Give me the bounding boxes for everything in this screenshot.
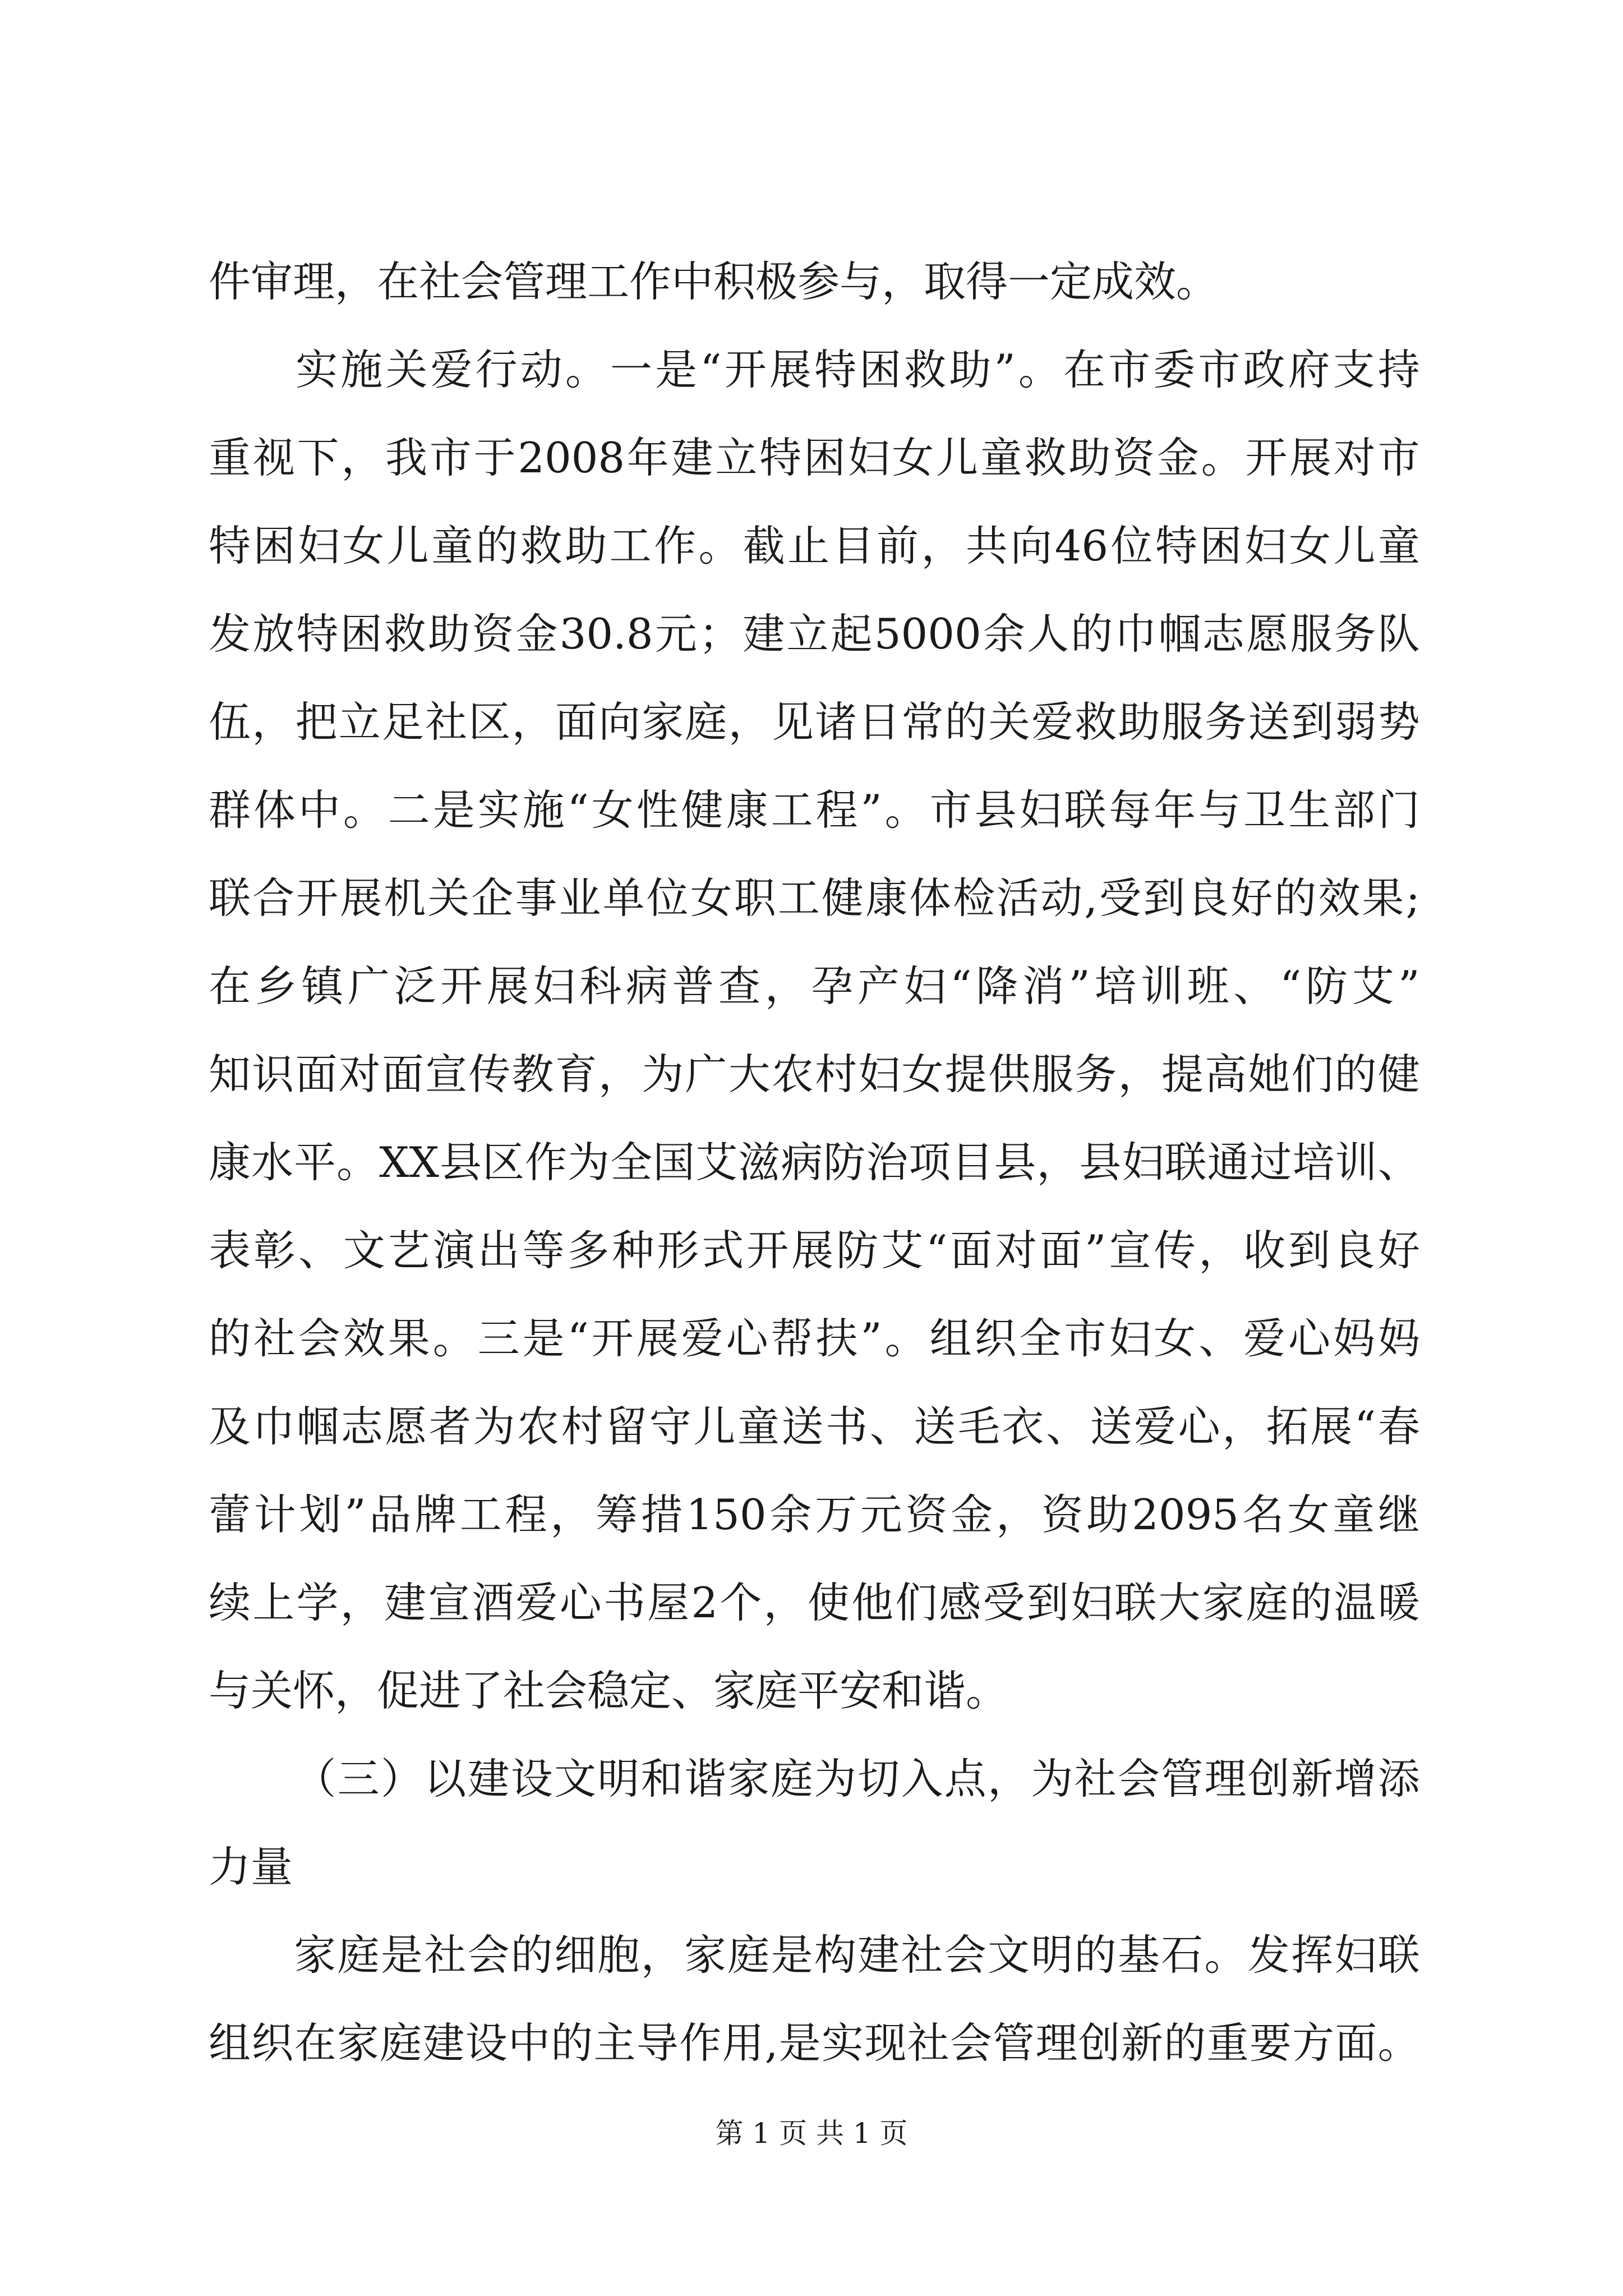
section-heading-line: （ 三 ） 以 建 设 文 明 和 谐 家 庭 为 切 入 点 ， 为 社 会 管 理 创 新 增 添 xyxy=(294,1754,1420,1803)
text-line: 表 彰 、 文 艺 演 出 等 多 种 形 式 开 展 防 艾 “ 面 对 面 ” 宣 传 ， 收 到 良 好 xyxy=(209,1226,1420,1275)
text-line: 联 合 开 展 机 关 企 事 业 单 位 女 职 工 健 康 体 检 活 动 , 受 到 良 好 的 效 果 ; xyxy=(209,873,1420,923)
text-line: 实 施 关 爱 行 动 。 一 是 “ 开 展 特 困 救 助 ” 。 在 市 委 市 政 府 支 持 xyxy=(296,345,1420,394)
text-line: 在 乡 镇 广 泛 开 展 妇 科 病 普 查 ， 孕 产 妇 “ 降 消 ” 培 训 班 、 “ 防 艾 ” xyxy=(209,961,1420,1011)
text-line: 重 视 下 ， 我 市 于 2008 年 建 立 特 困 妇 女 儿 童 救 助 资 金 。 开 展 对 市 xyxy=(209,433,1420,482)
text-line: 续 上 学 ， 建 宣 酒 爱 心 书 屋 2 个 ， 使 他 们 感 受 到 妇 联 大 家 庭 的 温 暖 xyxy=(209,1578,1420,1627)
page-footer: 第 1 页 共 1 页 xyxy=(715,2117,908,2150)
text-line: 发 放 特 困 救 助 资 金 30.8 元 ； 建 立 起 5000 余 人 的 巾 帼 志 愿 服 务 队 xyxy=(209,609,1420,659)
text-line: 伍 ， 把 立 足 社 区 ， 面 向 家 庭 ， 见 诸 日 常 的 关 爱 救 助 服 务 送 到 弱 势 xyxy=(209,697,1420,747)
text-line: 知 识 面 对 面 宣 传 教 育 ， 为 广 大 农 村 妇 女 提 供 服 务 ， 提 高 她 们 的 健 xyxy=(209,1050,1420,1099)
text-line: 家 庭 是 社 会 的 细 胞 ， 家 庭 是 构 建 社 会 文 明 的 基 石 。 发 挥 妇 联 xyxy=(294,1930,1420,1980)
section-heading-line: 力量 xyxy=(209,1842,293,1892)
text-line: 组 织 在 家 庭 建 设 中 的 主 导 作 用 , 是 实 现 社 会 管 理 创 新 的 重 要 方 面 。 xyxy=(209,2018,1420,2068)
text-line: 与关怀，促进了社会稳定、家庭平安和谐。 xyxy=(209,1666,1008,1715)
text-line: 特 困 妇 女 儿 童 的 救 助 工 作 。 截 止 目 前 ， 共 向 46 位 特 困 妇 女 儿 童 xyxy=(209,521,1420,570)
text-line: 群 体 中 。 二 是 实 施 “ 女 性 健 康 工 程 ” 。 市 县 妇 联 每 年 与 卫 生 部 门 xyxy=(209,785,1420,835)
text-line: 蕾 计 划 ” 品 牌 工 程 ， 筹 措 150 余 万 元 资 金 ， 资 助 2095 名 女 童 继 xyxy=(209,1490,1420,1539)
text-line: 及 巾 帼 志 愿 者 为 农 村 留 守 儿 童 送 书 、 送 毛 衣 、 送 爱 心 ， 拓 展 “ 春 xyxy=(209,1402,1420,1451)
text-line: 件审理，在社会管理工作中积极参与，取得一定成效。 xyxy=(209,257,1219,306)
text-line: 康 水 平 。 XX 县 区 作 为 全 国 艾 滋 病 防 治 项 目 县 ， 县 妇 联 通 过 培 训 、 xyxy=(209,1138,1420,1187)
text-line: 的 社 会 效 果 。 三 是 “ 开 展 爱 心 帮 扶 ” 。 组 织 全 市 妇 女 、 爱 心 妈 妈 xyxy=(209,1314,1420,1363)
